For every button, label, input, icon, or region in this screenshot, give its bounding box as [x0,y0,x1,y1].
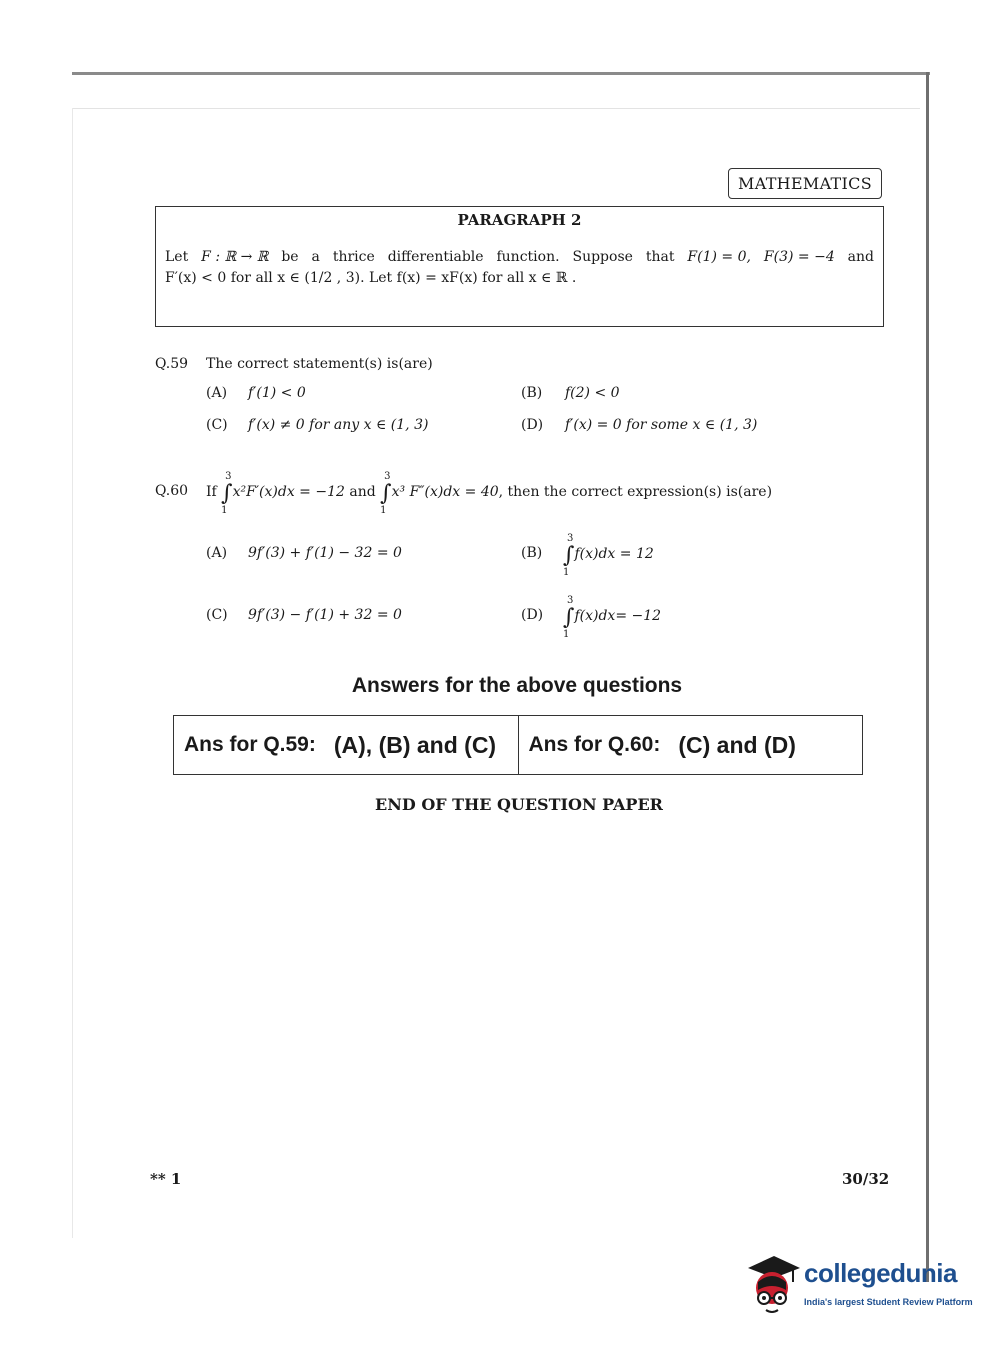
integral-lower-limit: 1 [563,567,570,578]
page-number: 30/32 [842,1170,890,1188]
paragraph-line-1 [165,249,874,265]
q60-option-c-text: 9f′(3) − f′(1) + 32 = 0 [248,607,402,623]
q59-option-c-label: (C) [206,417,228,433]
collegedunia-logo[interactable] [742,1252,972,1316]
integral-sign: ∫ 3 1 [563,595,575,640]
q60-number: Q.60 [155,483,189,499]
q60-option-a-label: (A) [206,545,228,561]
q59-option-b-text: f(2) < 0 [565,385,620,401]
logo-wordmark: collegedunia [804,1258,957,1288]
scan-border-top [72,72,930,75]
integral-upper-limit: 3 [567,533,574,544]
answer-cell-q60 [518,716,863,774]
scan-inner-line-left [72,108,73,1238]
q60-option-b-text: f(x)dx = 12 [574,546,654,562]
paragraph-word: a [311,249,320,265]
paragraph-title: PARAGRAPH 2 [457,211,582,229]
integral-sign: ∫ 3 1 [563,533,575,578]
scan-border-right [926,72,929,1282]
paragraph-box [155,206,884,327]
subject-label: MATHEMATICS [728,168,882,199]
answer-q59-label: Ans for Q.59: [184,733,316,756]
q59-option-d-label: (D) [521,417,544,433]
paragraph-word: differentiable [387,249,484,265]
q59-option-a-text: f′(1) < 0 [248,385,306,401]
end-of-paper: END OF THE QUESTION PAPER [375,795,663,814]
footer-left-mark: ** 1 [150,1170,182,1188]
paragraph-word: function. [496,249,560,265]
paragraph-line-2: F′(x) < 0 for all x ∈ (1/2 , 3). Let f(x) = xF(x) for all x ∈ ℝ . [165,270,577,286]
q60-option-b-label: (B) [521,545,543,561]
q59-option-a-label: (A) [206,385,228,401]
q59-option-d-text: f′(x) = 0 for some x ∈ (1, 3) [565,417,758,433]
paragraph-word: thrice [332,249,375,265]
q60-option-d-expr [563,595,662,640]
q60-if: If [206,484,217,500]
q60-integral-2: x³ F″(x)dx = 40 [391,484,499,500]
q60-option-d-label: (D) [521,607,544,623]
integral-sign: ∫ 3 1 [221,471,233,516]
paragraph-word: and [847,249,874,265]
paragraph-word: F(3) = −4 [763,249,835,265]
q60-option-a-text: 9f′(3) + f′(1) − 32 = 0 [248,545,402,561]
paragraph-word: F : ℝ → ℝ [201,249,269,265]
q60-tail: , then the correct expression(s) is(are) [498,484,773,500]
q60-and: and [349,484,376,500]
q59-option-c-text: f′(x) ≠ 0 for any x ∈ (1, 3) [248,417,429,433]
mascot-icon [742,1252,802,1316]
answer-q59-value: (A), (B) and (C) [333,731,497,758]
q59-number: Q.59 [155,356,189,372]
integral-upper-limit: 3 [225,471,232,482]
q60-stem [206,471,773,516]
paragraph-word: F(1) = 0, [687,249,751,265]
q59-stem: The correct statement(s) is(are) [206,356,433,372]
paragraph-word: that [645,249,675,265]
q60-integral-1: x²F′(x)dx = −12 [232,484,345,500]
answer-q60-label: Ans for Q.60: [528,733,661,756]
integral-upper-limit: 3 [384,471,391,482]
q60-option-d-text: f(x)dx= −12 [574,608,662,624]
answer-q60-value: (C) and (D) [678,731,796,758]
paragraph-word: Suppose [572,249,633,265]
integral-sign: ∫ 3 1 [380,471,392,516]
q60-option-b-expr [563,533,654,578]
paragraph-word: Let [165,249,189,265]
answers-table [173,715,863,775]
integral-lower-limit: 1 [221,505,228,516]
q59-option-b-label: (B) [521,385,543,401]
paragraph-word: be [281,249,299,265]
scan-inner-line [72,108,920,109]
q60-option-c-label: (C) [206,607,228,623]
logo-tagline: India's largest Student Review Platform [804,1297,973,1307]
answers-heading: Answers for the above questions [351,674,683,697]
integral-upper-limit: 3 [567,595,574,606]
answer-cell-q59 [174,716,518,774]
integral-lower-limit: 1 [380,505,387,516]
integral-lower-limit: 1 [563,629,570,640]
